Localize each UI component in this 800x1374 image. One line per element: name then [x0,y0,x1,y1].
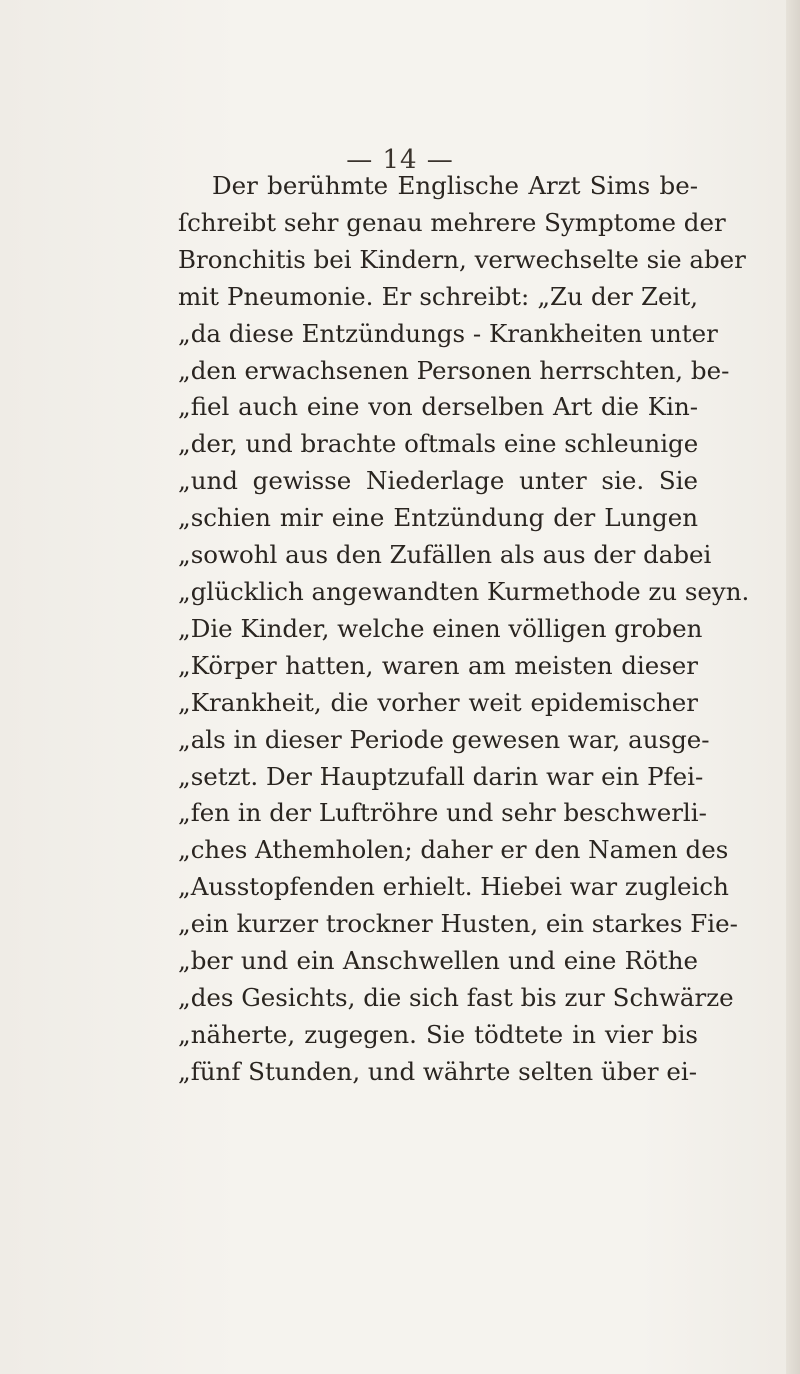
text-line: Bronchitis bei Kindern, verwechselte sie aber [178,244,746,274]
page-number-header: — 14 — [346,145,454,175]
text-line: ſchreibt sehr genau mehrere Symptome der [178,207,726,237]
text-line: „da diese Entzündungs - Krankheiten unter [178,318,718,348]
text-line: „ches Athemholen; daher er den Namen des [178,835,729,865]
text-line: „Die Kinder, welche einen völligen groben [178,613,703,643]
text-line: „fen in der Luftröhre und sehr beschwerli- [178,798,707,828]
text-line: „glücklich angewandten Kurmethode zu seyn. [178,576,750,606]
text-line: „setzt. Der Hauptzufall darin war ein Pfei- [178,761,704,791]
text-line: „Krankheit, die vorher weit epidemischer [178,687,698,717]
text-line: „als in dieser Periode gewesen war, ausge- [178,724,710,754]
text-line: „Körper hatten, waren am meisten dieser [178,650,698,680]
text-line: „ein kurzer trockner Husten, ein starkes Fie- [178,909,738,939]
text-line: „fünf Stunden, und währte selten über ei- [178,1056,698,1086]
text-line: Der berühmte Englische Arzt Sims be- [212,171,698,200]
text-line: mit Pneumonie. Er schreibt: „Zu der Zeit, [178,281,698,311]
text-line: „des Gesichts, die sich fast bis zur Schwärze [178,982,734,1012]
text-line: „fiel auch eine von derselben Art die Kin- [178,392,698,422]
text-line: „ber und ein Anschwellen und eine Röthe [178,946,698,976]
text-line: „und gewisse Niederlage unter sie. Sie [178,466,698,496]
text-line: „schien mir eine Entzündung der Lungen [178,503,698,533]
body-text [178,168,750,1091]
text-line: „den erwachsenen Personen herrschten, be- [178,355,730,385]
page-edge [786,0,800,1374]
text-line: „näherte, zugegen. Sie tödtete in vier bis [178,1019,698,1049]
text-line: „sowohl aus den Zufällen als aus der dabei [178,540,712,570]
text-line: „der, und brachte oftmals eine schleunige [178,429,699,459]
text-line: „Ausstopfenden erhielt. Hiebei war zugleich [178,872,729,902]
